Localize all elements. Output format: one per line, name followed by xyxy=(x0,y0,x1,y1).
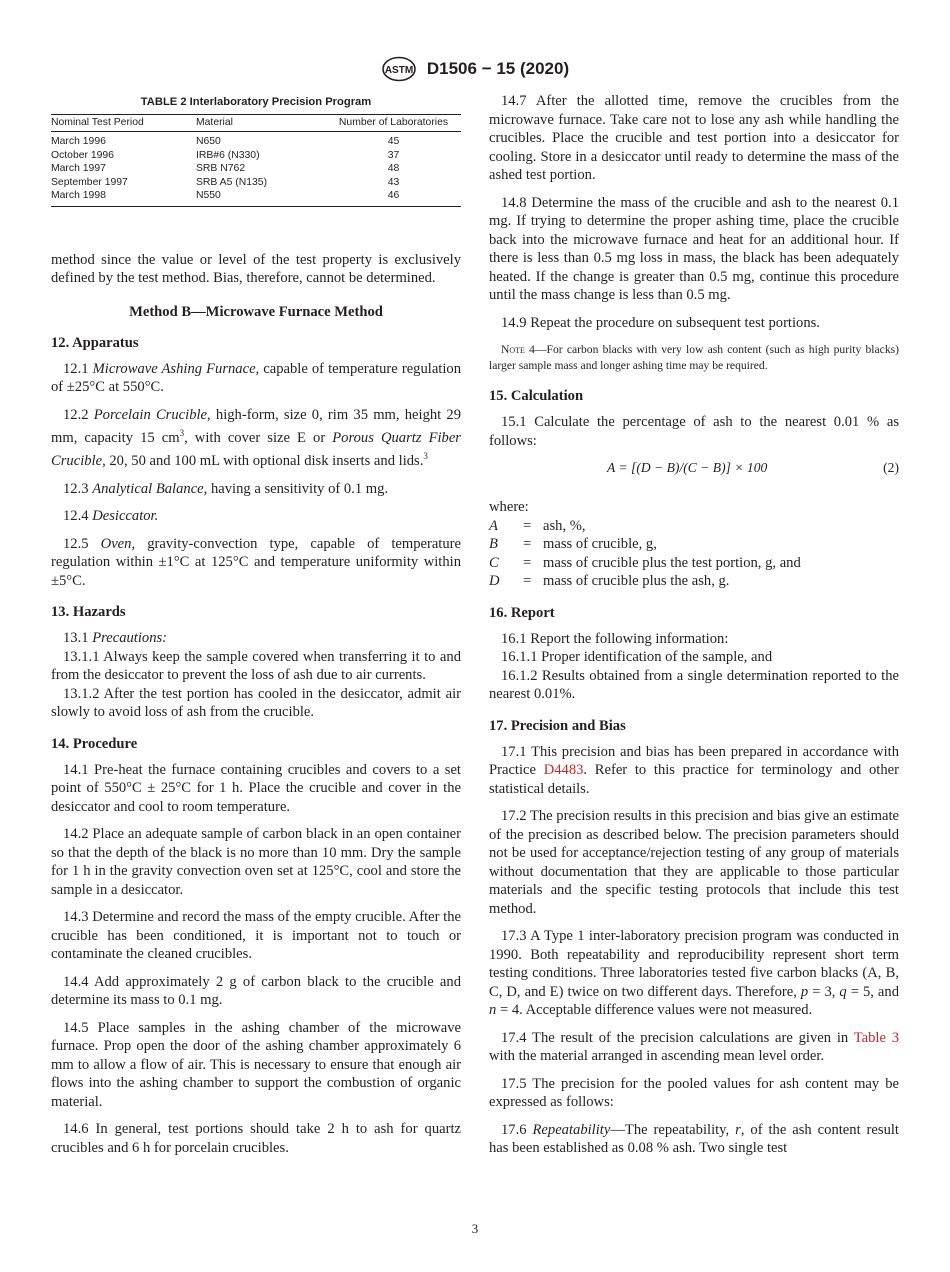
cell-period: March 1997 xyxy=(51,163,106,174)
cell-labs: 43 xyxy=(387,176,400,188)
section-14-heading: 14. Procedure xyxy=(51,735,138,752)
paragraph-13-1-2: 13.1.2 After the test portion has cooled in the desiccator, admit air slowly to avoid loss of ash from the crucible. xyxy=(51,685,461,721)
paragraph-17-3: 17.3 A Type 1 inter-laboratory precision program was conducted in 1990. Both repeatability and reproducibility represent short term testing conditions. Three laboratories tested five carbon blacks (A, B, C, D, and E) twice on two different days. Therefore, p = 3, q = 5, and n = 4. Acceptable difference values were not measured. xyxy=(489,928,899,1018)
cell-material: SRB N762 xyxy=(196,163,246,174)
paragraph-12-4: 12.4 Desiccator. xyxy=(63,508,159,525)
cell-labs: 48 xyxy=(387,163,400,174)
paragraph-14-1: 14.1 Pre-heat the furnace containing crucibles and covers to a set point of 550°C ± 25°C for 1 h. Place the crucible and cover in the desiccator and cool to room temperature. xyxy=(51,761,461,815)
paragraph-14-2: 14.2 Place an adequate sample of carbon black in an open container so that the depth of the black is no more than 10 mm. Dry the sample for 1 h in the gravity convection oven set at 125°C, cool and store the sample in a desiccator. xyxy=(51,826,461,898)
table-row xyxy=(51,132,461,149)
where-list xyxy=(489,517,801,591)
where-block xyxy=(489,498,899,591)
cell-material: N550 xyxy=(196,189,326,206)
col-header-labs: Number of Laboratories xyxy=(326,115,461,132)
paragraph-15-1: 15.1 Calculate the percentage of ash to the nearest 0.01 % as follows: xyxy=(489,414,899,449)
paragraph-14-5: 14.5 Place samples in the ashing chamber of the microwave furnace. Prop open the door of the ashing chamber approximately 6 mm to allow a flow of air. This is necessary to ensure that enough air flows into the ashing chamber to support the combustion of organic material. xyxy=(51,1019,461,1110)
table-row xyxy=(51,162,461,176)
cell-period: October 1996 xyxy=(51,149,114,161)
paragraph-17-6: 17.6 Repeatability—The repeatability, r, of the ash content result has been established as 0.08 % ash. Two single test xyxy=(489,1121,899,1156)
cell-labs: 37 xyxy=(387,149,400,161)
cell-material: SRB A5 (N135) xyxy=(196,176,268,188)
paragraph-17-4: 17.4 The result of the precision calculations are given in Table 3 with the material arranged in ascending mean level order. xyxy=(489,1029,899,1064)
table-row xyxy=(51,176,461,190)
d4483-link[interactable]: D4483 xyxy=(543,762,584,778)
paragraph-14-7: 14.7 After the allotted time, remove the crucibles from the microwave furnace. Take care not to lose any ash while handling the crucibles. Place the crucible and test portion into a desiccator for cooling. Store in a desiccator until ready to determine the mass of the ashed test portion. xyxy=(489,93,899,183)
page-header xyxy=(0,56,950,82)
cell-material: N650 xyxy=(196,136,221,147)
paragraph-17-2: 17.2 The precision results in this precision and bias give an estimate of the precision as described below. The precision parameters should not be used for acceptance/rejection testing of any group of materials without documentation that they are applicable to those particular materials and the specific testing protocols that include this test method. xyxy=(489,808,899,917)
note-4: Note 4—For carbon blacks with very low ash content (such as high purity blacks) larger sample mass and longer ashing time may be required. xyxy=(489,343,899,372)
table-3-link[interactable]: Table 3 xyxy=(853,1029,899,1046)
logo-text: ASTM xyxy=(384,65,414,76)
cell-period: March 1996 xyxy=(51,136,106,147)
paragraph-17-5: 17.5 The precision for the pooled values for ash content may be expressed as follows: xyxy=(489,1075,899,1110)
paragraph-14-9: 14.9 Repeat the procedure on subsequent test portions. xyxy=(501,314,820,331)
paragraph-17-1: 17.1 This precision and bias has been prepared in accordance with Practice D4483. Refer to this practice for terminology and other statistical details. xyxy=(489,743,899,797)
paragraph-14-4: 14.4 Add approximately 2 g of carbon black to the crucible and determine its mass to 0.1 mg. xyxy=(51,973,461,1009)
page-number: 3 xyxy=(471,1221,479,1236)
list-item: B = mass of crucible, g, xyxy=(489,536,657,552)
list-item: D = mass of crucible plus the ash, g. xyxy=(489,573,730,589)
section-17-heading: 17. Precision and Bias xyxy=(489,717,626,734)
col-header-period: Nominal Test Period xyxy=(51,115,196,132)
paragraph-12-5: 12.5 Oven, gravity-convection type, capable of temperature regulation within ±1°C at 125°C and temperature uniformity within ±5°C. xyxy=(51,535,461,589)
equation-number: (2) xyxy=(883,460,899,475)
paragraph-13-1: 13.1 Precautions: xyxy=(63,630,168,647)
section-15-heading: 15. Calculation xyxy=(489,388,584,404)
table-header-row xyxy=(51,115,461,132)
astm-logo-icon xyxy=(381,56,417,82)
section-12-heading: 12. Apparatus xyxy=(51,334,139,351)
paragraph-12-1: 12.1 Microwave Ashing Furnace, capable of temperature regulation of ±25°C at 550°C. xyxy=(51,360,461,395)
method-b-heading: Method B—Microwave Furnace Method xyxy=(129,303,383,320)
table-row xyxy=(51,149,461,163)
right-column xyxy=(489,92,899,1158)
equation-2 xyxy=(489,460,899,480)
paragraph-12-3: 12.3 Analytical Balance, having a sensitivity of 0.1 mg. xyxy=(63,480,389,497)
table2 xyxy=(51,114,461,207)
paragraph-16-1-2: 16.1.2 Results obtained from a single determination reported to the nearest 0.01%. xyxy=(489,667,899,702)
cell-labs: 46 xyxy=(326,189,461,206)
document-number: D1506 − 15 (2020) xyxy=(426,59,570,78)
section-13-heading: 13. Hazards xyxy=(51,604,126,621)
equation-formula: A = [(D − B)/(C − B)] × 100 xyxy=(607,460,768,475)
paragraph-16-1-1: 16.1.1 Proper identification of the sample, and xyxy=(501,649,773,665)
paragraph-bias: method since the value or level of the test property is exclusively defined by the test method. Bias, therefore, cannot be determined. xyxy=(51,251,461,286)
cell-period: March 1998 xyxy=(51,189,196,206)
cell-material: IRB#6 (N330) xyxy=(196,149,260,161)
paragraph-16-1: 16.1 Report the following information: xyxy=(501,630,729,647)
where-label: where: xyxy=(489,499,529,515)
section-16-heading: 16. Report xyxy=(489,604,555,621)
list-item: C = mass of crucible plus the test portion, g, and xyxy=(489,554,801,571)
col-header-material: Material xyxy=(196,115,326,132)
table2-caption: TABLE 2 Interlaboratory Precision Program xyxy=(140,96,372,108)
list-item: A = ash, %, xyxy=(489,517,586,534)
cell-period: September 1997 xyxy=(51,176,128,188)
paragraph-14-6: 14.6 In general, test portions should take 2 h to ash for quartz crucibles and 6 h for porcelain crucibles. xyxy=(51,1121,461,1156)
left-column xyxy=(51,92,461,1157)
paragraph-14-3: 14.3 Determine and record the mass of the empty crucible. After the crucible has been conditioned, it is important not to touch or contaminate the cleaned crucibles. xyxy=(51,909,461,963)
paragraph-14-8: 14.8 Determine the mass of the crucible and ash to the nearest 0.1 mg. If trying to determine the proper ashing time, place the crucible back into the microwave furnace and heat for an additional hour. If there is less than 0.5 mg loss in mass, the black has been adequately heated. If the change is greater than 0.5 mg, continue this procedure until the mass change is less than 0.5 mg. xyxy=(489,194,899,303)
paragraph-13-1-1: 13.1.1 Always keep the sample covered when transferring it to and from the desiccator to prevent the loss of ash due to air currents. xyxy=(51,648,461,684)
paragraph-12-2: 12.2 Porcelain Crucible, high-form, size 0, rim 35 mm, height 29 mm, capacity 15 $cm^3$, with cover size E or Porous Quartz Fiber Crucible, 20, 50 and 100 mL with optional disk inserts and lids.$^3$ xyxy=(51,406,462,470)
table-row xyxy=(51,189,461,206)
cell-labs: 45 xyxy=(387,136,400,147)
